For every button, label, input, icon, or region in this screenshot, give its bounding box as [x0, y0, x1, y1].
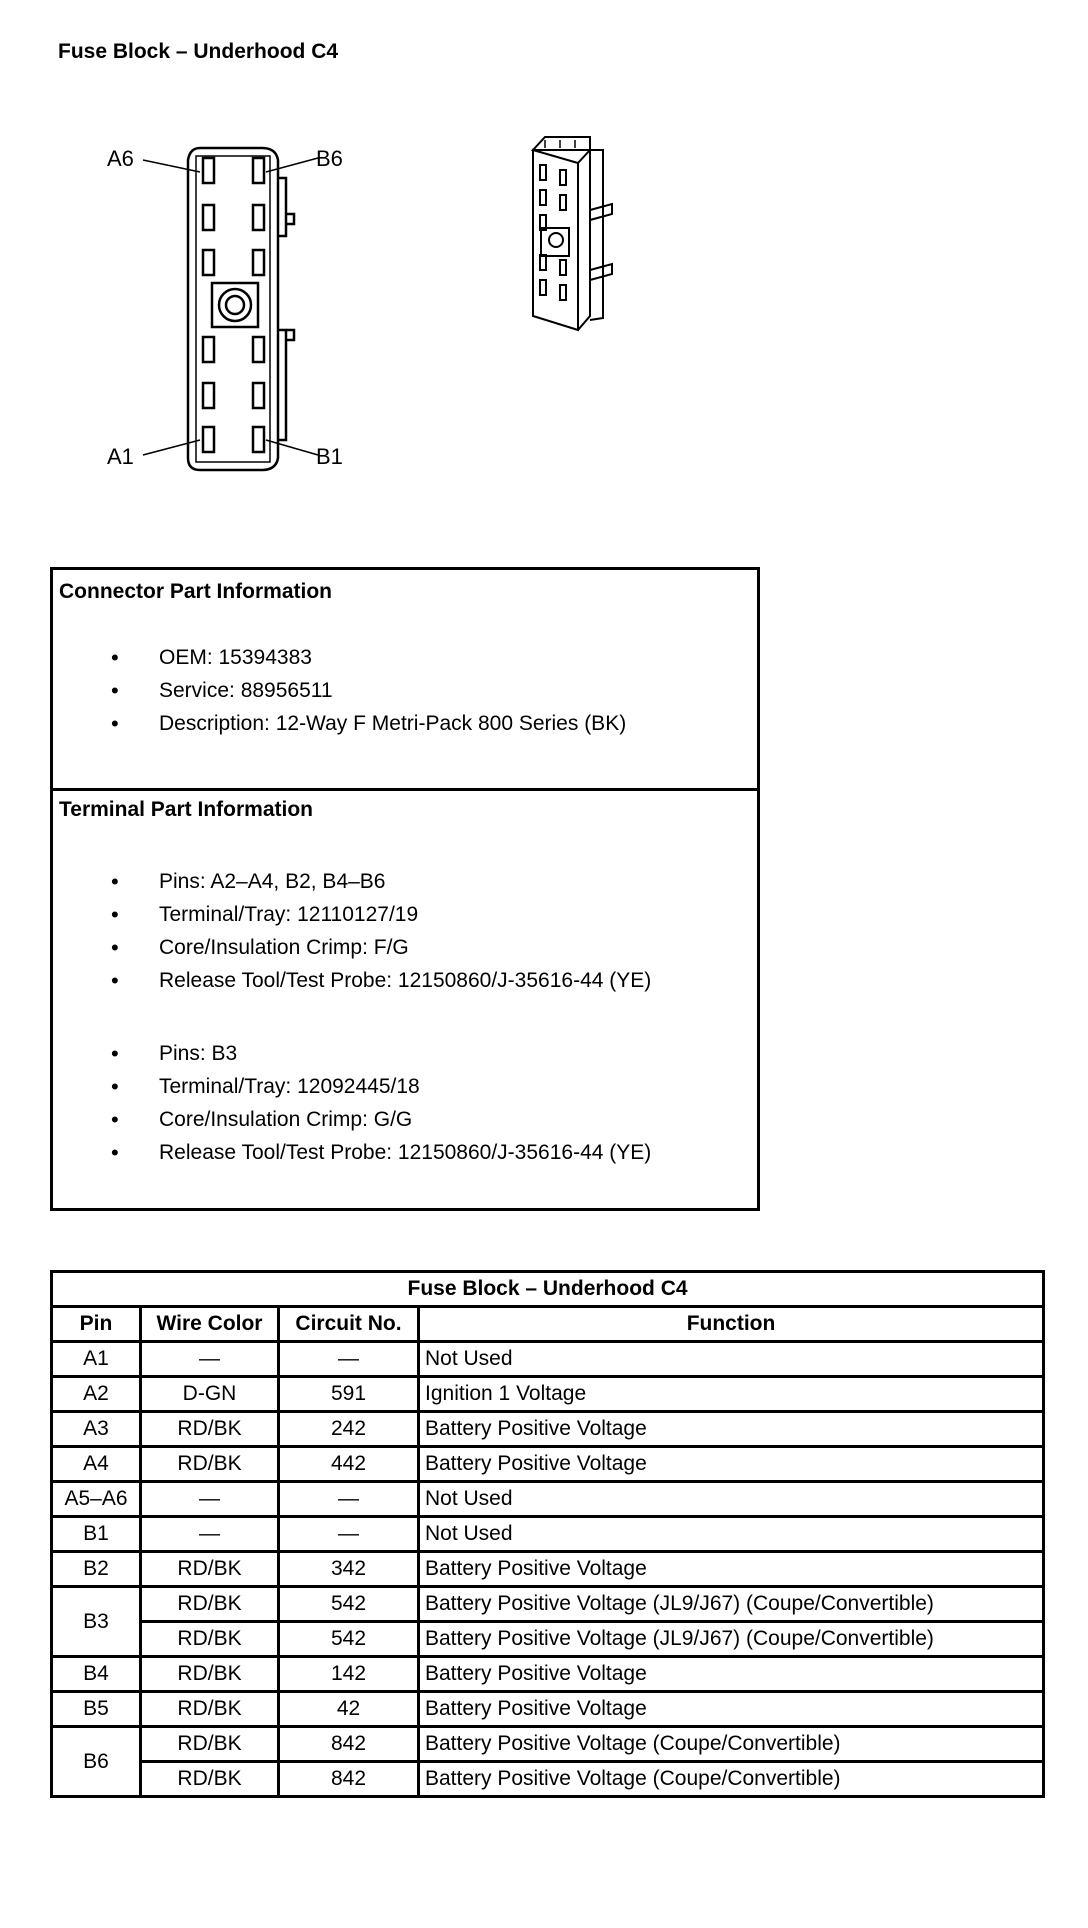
column-header-pin: Pin — [52, 1307, 141, 1342]
list-item: • Description: 12-Way F Metri-Pack 800 Series (BK) — [53, 707, 626, 740]
table-row — [52, 1342, 1044, 1377]
wire-color-cell: — — [141, 1517, 279, 1552]
circuit-cell: 842 — [279, 1727, 419, 1762]
table-row — [52, 1727, 1044, 1762]
list-item: • Service: 88956511 — [53, 674, 626, 707]
wire-color-cell: RD/BK — [141, 1552, 279, 1587]
circuit-cell: 242 — [279, 1412, 419, 1447]
table-row — [52, 1762, 1044, 1797]
table-row — [52, 1657, 1044, 1692]
wire-color-cell: RD/BK — [141, 1587, 279, 1622]
pin-cell: A2 — [52, 1377, 141, 1412]
table-row — [52, 1377, 1044, 1412]
pin-cell: B1 — [52, 1517, 141, 1552]
pin-cell: A5–A6 — [52, 1482, 141, 1517]
table-row — [52, 1587, 1044, 1622]
wire-color-cell: — — [141, 1342, 279, 1377]
table-row — [52, 1412, 1044, 1447]
pin-label-a1: A1 — [107, 444, 134, 469]
function-cell: Ignition 1 Voltage — [419, 1377, 1044, 1412]
connector-part-info — [53, 570, 757, 791]
pin-label-b6: B6 — [316, 146, 343, 171]
circuit-cell: — — [279, 1342, 419, 1377]
function-cell: Battery Positive Voltage (JL9/J67) (Coupe/Convertible) — [419, 1587, 1044, 1622]
connector-info-title: Connector Part Information — [59, 580, 333, 603]
circuit-cell: 591 — [279, 1377, 419, 1412]
pin-label-a6: A6 — [107, 146, 134, 171]
wire-color-cell: RD/BK — [141, 1762, 279, 1797]
list-item: • Terminal/Tray: 12092445/18 — [53, 1070, 651, 1103]
circuit-cell: — — [279, 1482, 419, 1517]
terminal-part-info — [53, 788, 757, 1208]
circuit-cell: 542 — [279, 1622, 419, 1657]
circuit-cell: 342 — [279, 1552, 419, 1587]
wire-color-cell: — — [141, 1482, 279, 1517]
table-row — [52, 1692, 1044, 1727]
function-cell: Battery Positive Voltage (Coupe/Convertible) — [419, 1727, 1044, 1762]
function-cell: Battery Positive Voltage (Coupe/Convertible) — [419, 1762, 1044, 1797]
pin-cell: A3 — [52, 1412, 141, 1447]
part-information-box — [50, 567, 760, 1211]
table-title: Fuse Block – Underhood C4 — [52, 1272, 1044, 1307]
wire-color-cell: RD/BK — [141, 1727, 279, 1762]
function-cell: Battery Positive Voltage — [419, 1412, 1044, 1447]
list-item: • Core/Insulation Crimp: G/G — [53, 1103, 651, 1136]
function-cell: Not Used — [419, 1517, 1044, 1552]
pin-cell: B6 — [52, 1727, 141, 1797]
circuit-cell: 42 — [279, 1692, 419, 1727]
connector-face-drawing — [0, 120, 1088, 490]
function-cell: Battery Positive Voltage — [419, 1447, 1044, 1482]
wire-color-cell: D-GN — [141, 1377, 279, 1412]
pin-label-b1: B1 — [316, 444, 343, 469]
list-item: • Terminal/Tray: 12110127/19 — [53, 898, 651, 931]
circuit-cell: — — [279, 1517, 419, 1552]
pin-cell: B3 — [52, 1587, 141, 1657]
connector-info-list — [53, 641, 626, 740]
wire-color-cell: RD/BK — [141, 1412, 279, 1447]
function-cell: Battery Positive Voltage — [419, 1657, 1044, 1692]
function-cell: Battery Positive Voltage — [419, 1552, 1044, 1587]
wire-color-cell: RD/BK — [141, 1692, 279, 1727]
circuit-cell: 542 — [279, 1587, 419, 1622]
table-row — [52, 1517, 1044, 1552]
terminal-info-group-2 — [53, 1037, 651, 1169]
function-cell: Battery Positive Voltage (JL9/J67) (Coupe/Convertible) — [419, 1622, 1044, 1657]
function-cell: Not Used — [419, 1342, 1044, 1377]
list-item: • Release Tool/Test Probe: 12150860/J-35616-44 (YE) — [53, 1136, 651, 1169]
column-header-wire-color: Wire Color — [141, 1307, 279, 1342]
function-cell: Not Used — [419, 1482, 1044, 1517]
pin-table — [50, 1270, 1042, 1798]
wire-color-cell: RD/BK — [141, 1622, 279, 1657]
connector-diagram — [0, 120, 1088, 490]
table-row — [52, 1482, 1044, 1517]
pin-cell: A4 — [52, 1447, 141, 1482]
pin-cell: A1 — [52, 1342, 141, 1377]
table-row — [52, 1622, 1044, 1657]
page-title: Fuse Block – Underhood C4 — [58, 40, 339, 63]
list-item: • Pins: B3 — [53, 1037, 651, 1070]
wire-color-cell: RD/BK — [141, 1447, 279, 1482]
list-item: • Release Tool/Test Probe: 12150860/J-35616-44 (YE) — [53, 964, 651, 997]
circuit-cell: 442 — [279, 1447, 419, 1482]
connector-iso-view — [533, 137, 612, 330]
terminal-info-group-1 — [53, 865, 651, 997]
circuit-cell: 842 — [279, 1762, 419, 1797]
pin-cell: B5 — [52, 1692, 141, 1727]
pin-cell: B4 — [52, 1657, 141, 1692]
column-header-circuit-no: Circuit No. — [279, 1307, 419, 1342]
table-row — [52, 1552, 1044, 1587]
function-cell: Battery Positive Voltage — [419, 1692, 1044, 1727]
table-row — [52, 1447, 1044, 1482]
column-header-function: Function — [419, 1307, 1044, 1342]
list-item: • Core/Insulation Crimp: F/G — [53, 931, 651, 964]
circuit-cell: 142 — [279, 1657, 419, 1692]
list-item: • OEM: 15394383 — [53, 641, 626, 674]
wire-color-cell: RD/BK — [141, 1657, 279, 1692]
list-item: • Pins: A2–A4, B2, B4–B6 — [53, 865, 651, 898]
terminal-info-title: Terminal Part Information — [59, 798, 313, 821]
pin-cell: B2 — [52, 1552, 141, 1587]
